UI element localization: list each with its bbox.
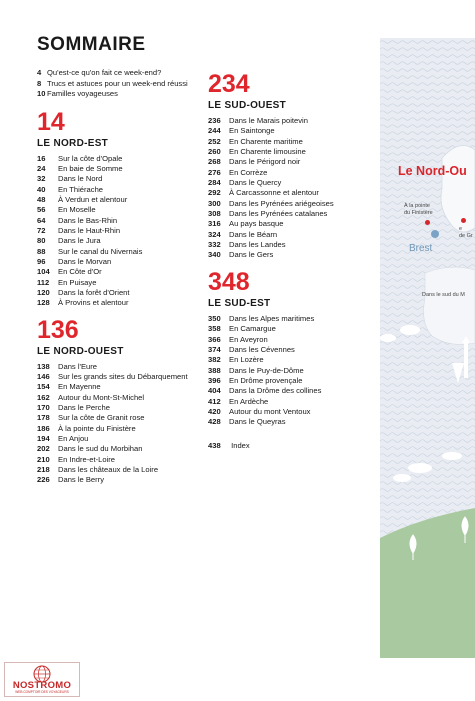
toc-entry[interactable]: [37, 236, 188, 246]
toc-entry-label: Dans le Queyras: [229, 417, 286, 427]
toc-entry[interactable]: [208, 324, 334, 334]
intro-item-label: Trucs et astuces pour un week-end réussi: [47, 78, 188, 88]
toc-entry-page: 332: [208, 240, 221, 250]
toc-entry-page: 382: [208, 355, 221, 365]
toc-entry-label: Dans le Morvan: [58, 256, 112, 266]
toc-entry[interactable]: [37, 393, 188, 403]
toc-entry-page: 276: [208, 167, 221, 177]
map-wave-pattern: [380, 38, 475, 658]
toc-entry-page: 300: [208, 198, 221, 208]
toc-entry-page: 138: [37, 361, 50, 371]
toc-entry[interactable]: [208, 250, 334, 260]
toc-entry-page: 186: [37, 423, 50, 433]
toc-entry-page: 252: [208, 136, 221, 146]
toc-entry-label: Dans les Pyrénées ariégeoises: [229, 198, 334, 208]
toc-entry[interactable]: [208, 314, 334, 324]
toc-entry-page: 412: [208, 396, 221, 406]
toc-entry-label: En Charente maritime: [229, 136, 303, 146]
toc-left-column: [37, 68, 188, 486]
toc-entry-label: Dans les châteaux de la Loire: [58, 465, 159, 475]
map-marker-granit: [461, 218, 466, 223]
toc-entry-page: 260: [208, 147, 221, 157]
toc-entry-label: Autour du Mont-St-Michel: [58, 392, 145, 402]
toc-entry[interactable]: [208, 397, 334, 407]
toc-entry-page: 366: [208, 334, 221, 344]
toc-entry-label: Dans le Marais poitevin: [229, 116, 308, 125]
toc-entry[interactable]: [37, 362, 188, 372]
section-title: LE SUD-EST: [208, 297, 271, 309]
toc-entry-label: En Ardèche: [229, 396, 269, 406]
toc-entry[interactable]: [37, 465, 188, 475]
toc-entry-label: Dans le Haut-Rhin: [58, 225, 121, 235]
toc-entry-page: 324: [208, 229, 221, 239]
toc-entry[interactable]: [208, 355, 334, 365]
toc-entry-page: 146: [37, 372, 50, 381]
toc-entry-page: 350: [208, 313, 221, 323]
toc-entry-label: Au pays basque: [229, 219, 284, 229]
index-entry[interactable]: [208, 441, 334, 451]
toc-entry[interactable]: [208, 157, 334, 167]
toc-entry[interactable]: [37, 226, 188, 236]
toc-entry-page: 374: [208, 344, 221, 354]
toc-entry-page: 292: [208, 188, 221, 198]
intro-item-page: 8: [37, 78, 42, 88]
toc-entry-page: 128: [37, 298, 50, 308]
toc-entry-page: 218: [37, 465, 50, 475]
toc-entry-page: 340: [208, 250, 221, 260]
toc-entry-page: 308: [208, 209, 221, 219]
toc-entry-label: En Camargue: [229, 324, 276, 334]
toc-entry-page: 24: [37, 163, 46, 173]
toc-entry-page: 32: [37, 174, 46, 184]
toc-entry[interactable]: [37, 434, 188, 444]
toc-entry[interactable]: [208, 188, 334, 198]
page-title: SOMMAIRE: [37, 34, 146, 55]
toc-entry[interactable]: [37, 444, 188, 454]
toc-entry[interactable]: [37, 195, 188, 205]
toc-entry[interactable]: [208, 335, 334, 345]
toc-entry-page: 210: [37, 454, 50, 464]
toc-entry[interactable]: [37, 278, 188, 288]
toc-entry-label: Dans le Béarn: [229, 229, 278, 239]
toc-entry-page: 48: [37, 194, 46, 204]
toc-entry-label: En Moselle: [58, 205, 96, 215]
index-page: 438: [208, 440, 221, 450]
toc-entry[interactable]: [208, 168, 334, 178]
toc-entry-label: En Corrèze: [229, 167, 268, 177]
toc-entry-page: 96: [37, 256, 46, 266]
map-label-granit: e de Gr: [459, 226, 473, 239]
toc-entry[interactable]: [208, 417, 334, 427]
toc-entry-label: Dans le Nord: [58, 174, 103, 184]
toc-entry-label: Dans le Périgord noir: [229, 157, 301, 167]
toc-entry-page: 388: [208, 365, 221, 375]
toc-entry-label: Dans les Landes: [229, 240, 286, 250]
map-label-sud-morbihan: Dans le sud du M: [422, 292, 465, 298]
toc-entry-page: 396: [208, 375, 221, 385]
toc-entry[interactable]: [208, 240, 334, 250]
toc-entry-page: 80: [37, 236, 46, 246]
toc-entry-page: 120: [37, 287, 50, 297]
logo-name: NOSTROMO: [12, 680, 72, 691]
toc-entry-label: En Côte d'Or: [58, 267, 102, 277]
toc-entry[interactable]: [37, 174, 188, 184]
nostromo-logo: [4, 662, 80, 697]
toc-entry[interactable]: [37, 257, 188, 267]
toc-entry-label: Dans le Puy-de-Dôme: [229, 365, 304, 375]
map-region-label: Le Nord-Ou: [398, 164, 467, 178]
intro-item[interactable]: [37, 68, 188, 79]
toc-entry[interactable]: [37, 164, 188, 174]
toc-entry[interactable]: [37, 298, 188, 308]
toc-entry-label: Autour du mont Ventoux: [229, 406, 311, 416]
toc-entry-label: Sur la côte d'Opale: [58, 153, 123, 163]
toc-entry-label: Dans le Gers: [229, 250, 274, 260]
toc-entry-page: 56: [37, 205, 46, 215]
toc-entry-label: Dans le Quercy: [229, 178, 282, 188]
toc-entry[interactable]: [37, 382, 188, 392]
toc-entry-page: 202: [37, 444, 50, 454]
toc-entry-label: Dans l'Eure: [58, 361, 98, 371]
toc-entry-label: En baie de Somme: [58, 163, 123, 173]
toc-entry[interactable]: [208, 178, 334, 188]
toc-entry[interactable]: [37, 185, 188, 195]
toc-entry[interactable]: [37, 205, 188, 215]
section-title: LE NORD-OUEST: [37, 345, 124, 357]
toc-entry-page: 64: [37, 215, 46, 225]
toc-entry[interactable]: [37, 216, 188, 226]
toc-entry-label: À Provins et alentour: [58, 298, 129, 308]
toc-entry-page: 194: [37, 434, 50, 444]
map-marker-brest: [431, 230, 439, 238]
toc-entry-label: À Verdun et alentour: [58, 194, 128, 204]
intro-item-page: 10: [37, 89, 46, 98]
index-label: Index: [231, 440, 250, 450]
section-title: LE SUD-OUEST: [208, 100, 287, 111]
toc-entry[interactable]: [208, 376, 334, 386]
toc-entry-page: 244: [208, 126, 221, 136]
toc-entry-page: 72: [37, 225, 46, 235]
intro-item-label: Qu'est-ce qu'on fait ce week-end?: [47, 68, 162, 77]
section-sud-est: [208, 269, 334, 428]
toc-entry[interactable]: [208, 147, 334, 157]
toc-entry[interactable]: [37, 413, 188, 423]
toc-entry-label: En Mayenne: [58, 382, 101, 392]
toc-entry-page: 170: [37, 403, 50, 413]
section-sud-ouest: [208, 71, 334, 261]
toc-entry[interactable]: [37, 247, 188, 257]
toc-entry-label: Dans le Bas-Rhin: [58, 215, 118, 225]
toc-middle-column: [208, 71, 334, 451]
toc-entry-label: En Drôme provençale: [229, 375, 303, 385]
toc-entry[interactable]: [208, 137, 334, 147]
toc-entry[interactable]: [208, 126, 334, 136]
toc-entry[interactable]: [37, 403, 188, 413]
toc-entry-page: 404: [208, 386, 221, 396]
toc-entry-page: 104: [37, 267, 50, 277]
toc-entry-page: 178: [37, 413, 50, 423]
toc-entry[interactable]: [37, 154, 188, 164]
toc-entry-label: Dans le Perche: [58, 403, 110, 413]
toc-entry-page: 268: [208, 157, 221, 167]
toc-entry-label: Sur les grands sites du Débarquement: [58, 372, 188, 381]
toc-entry-page: 236: [208, 116, 221, 125]
toc-entry-label: À Carcassonne et alentour: [229, 188, 319, 198]
intro-list: [37, 68, 188, 100]
toc-entry-label: À la pointe du Finistère: [58, 423, 136, 433]
toc-entry[interactable]: [37, 475, 188, 485]
toc-entry-label: Dans la Drôme des collines: [229, 386, 322, 396]
toc-entry-label: Sur le canal du Nivernais: [58, 246, 143, 256]
toc-entry[interactable]: [208, 209, 334, 219]
region-map: [380, 38, 475, 658]
toc-entry[interactable]: [208, 407, 334, 417]
toc-entry-page: 16: [37, 153, 46, 163]
toc-entry-page: 226: [37, 475, 50, 485]
toc-entry-page: 154: [37, 382, 50, 392]
logo-tagline: WEB COMPTOIR DES VOYAGEURS: [15, 690, 69, 694]
toc-entry[interactable]: [208, 366, 334, 376]
map-label-brest: Brest: [409, 243, 433, 254]
intro-item-label: Familles voyageuses: [47, 89, 118, 98]
toc-entry-page: 420: [208, 406, 221, 416]
toc-entry[interactable]: [208, 219, 334, 229]
toc-entry-page: 316: [208, 219, 221, 229]
toc-entry-page: 112: [37, 277, 50, 287]
toc-entry-label: En Puisaye: [58, 277, 97, 287]
toc-entry-page: 162: [37, 392, 50, 402]
toc-entry-label: Dans le Berry: [58, 475, 105, 485]
toc-entry-label: Dans les Alpes maritimes: [229, 313, 315, 323]
toc-entry-label: En Indre-et-Loire: [58, 454, 115, 464]
toc-entry-label: Dans les Cévennes: [229, 344, 295, 354]
toc-entry[interactable]: [37, 372, 188, 382]
toc-entry[interactable]: [37, 455, 188, 465]
map-marker-pointe: [425, 220, 430, 225]
section-nord-est: [37, 109, 188, 309]
toc-entry[interactable]: [37, 424, 188, 434]
toc-entry-label: En Lozère: [229, 355, 264, 365]
intro-item-page: 4: [37, 68, 42, 77]
toc-entry[interactable]: [208, 345, 334, 355]
toc-entry-label: En Charente limousine: [229, 147, 306, 157]
section-page-number[interactable]: 14: [37, 107, 65, 136]
toc-entry-label: Dans la forêt d'Orient: [58, 287, 130, 297]
section-nord-ouest: [37, 317, 188, 486]
toc-entry-label: Dans le sud du Morbihan: [58, 444, 143, 454]
section-page-number[interactable]: 136: [37, 315, 79, 344]
toc-entry[interactable]: [208, 230, 334, 240]
toc-entry-label: En Anjou: [58, 434, 89, 444]
toc-entry[interactable]: [37, 288, 188, 298]
toc-entry-label: En Thiérache: [58, 184, 104, 194]
toc-entry-label: Dans le Jura: [58, 236, 101, 246]
toc-entry[interactable]: [208, 116, 334, 126]
toc-entry-label: Dans les Pyrénées catalanes: [229, 209, 328, 219]
toc-entry[interactable]: [37, 267, 188, 277]
toc-entry-page: 284: [208, 178, 221, 188]
map-label-pointe-finistere: À la pointe du Finistère: [404, 203, 433, 216]
toc-entry[interactable]: [208, 386, 334, 396]
toc-entry[interactable]: [208, 199, 334, 209]
section-title: LE NORD-EST: [37, 137, 109, 149]
intro-item[interactable]: [37, 89, 188, 100]
intro-item[interactable]: [37, 79, 188, 90]
toc-entry-page: 88: [37, 246, 46, 256]
toc-entry-label: Sur la côte de Granit rose: [58, 413, 145, 423]
toc-entry-label: En Saintonge: [229, 126, 275, 136]
toc-entry-page: 40: [37, 184, 46, 194]
toc-entry-page: 358: [208, 324, 221, 334]
section-page-number[interactable]: 234: [208, 70, 250, 98]
toc-entry-label: En Aveyron: [229, 334, 268, 344]
section-page-number[interactable]: 348: [208, 267, 250, 296]
toc-entry-page: 428: [208, 417, 221, 427]
